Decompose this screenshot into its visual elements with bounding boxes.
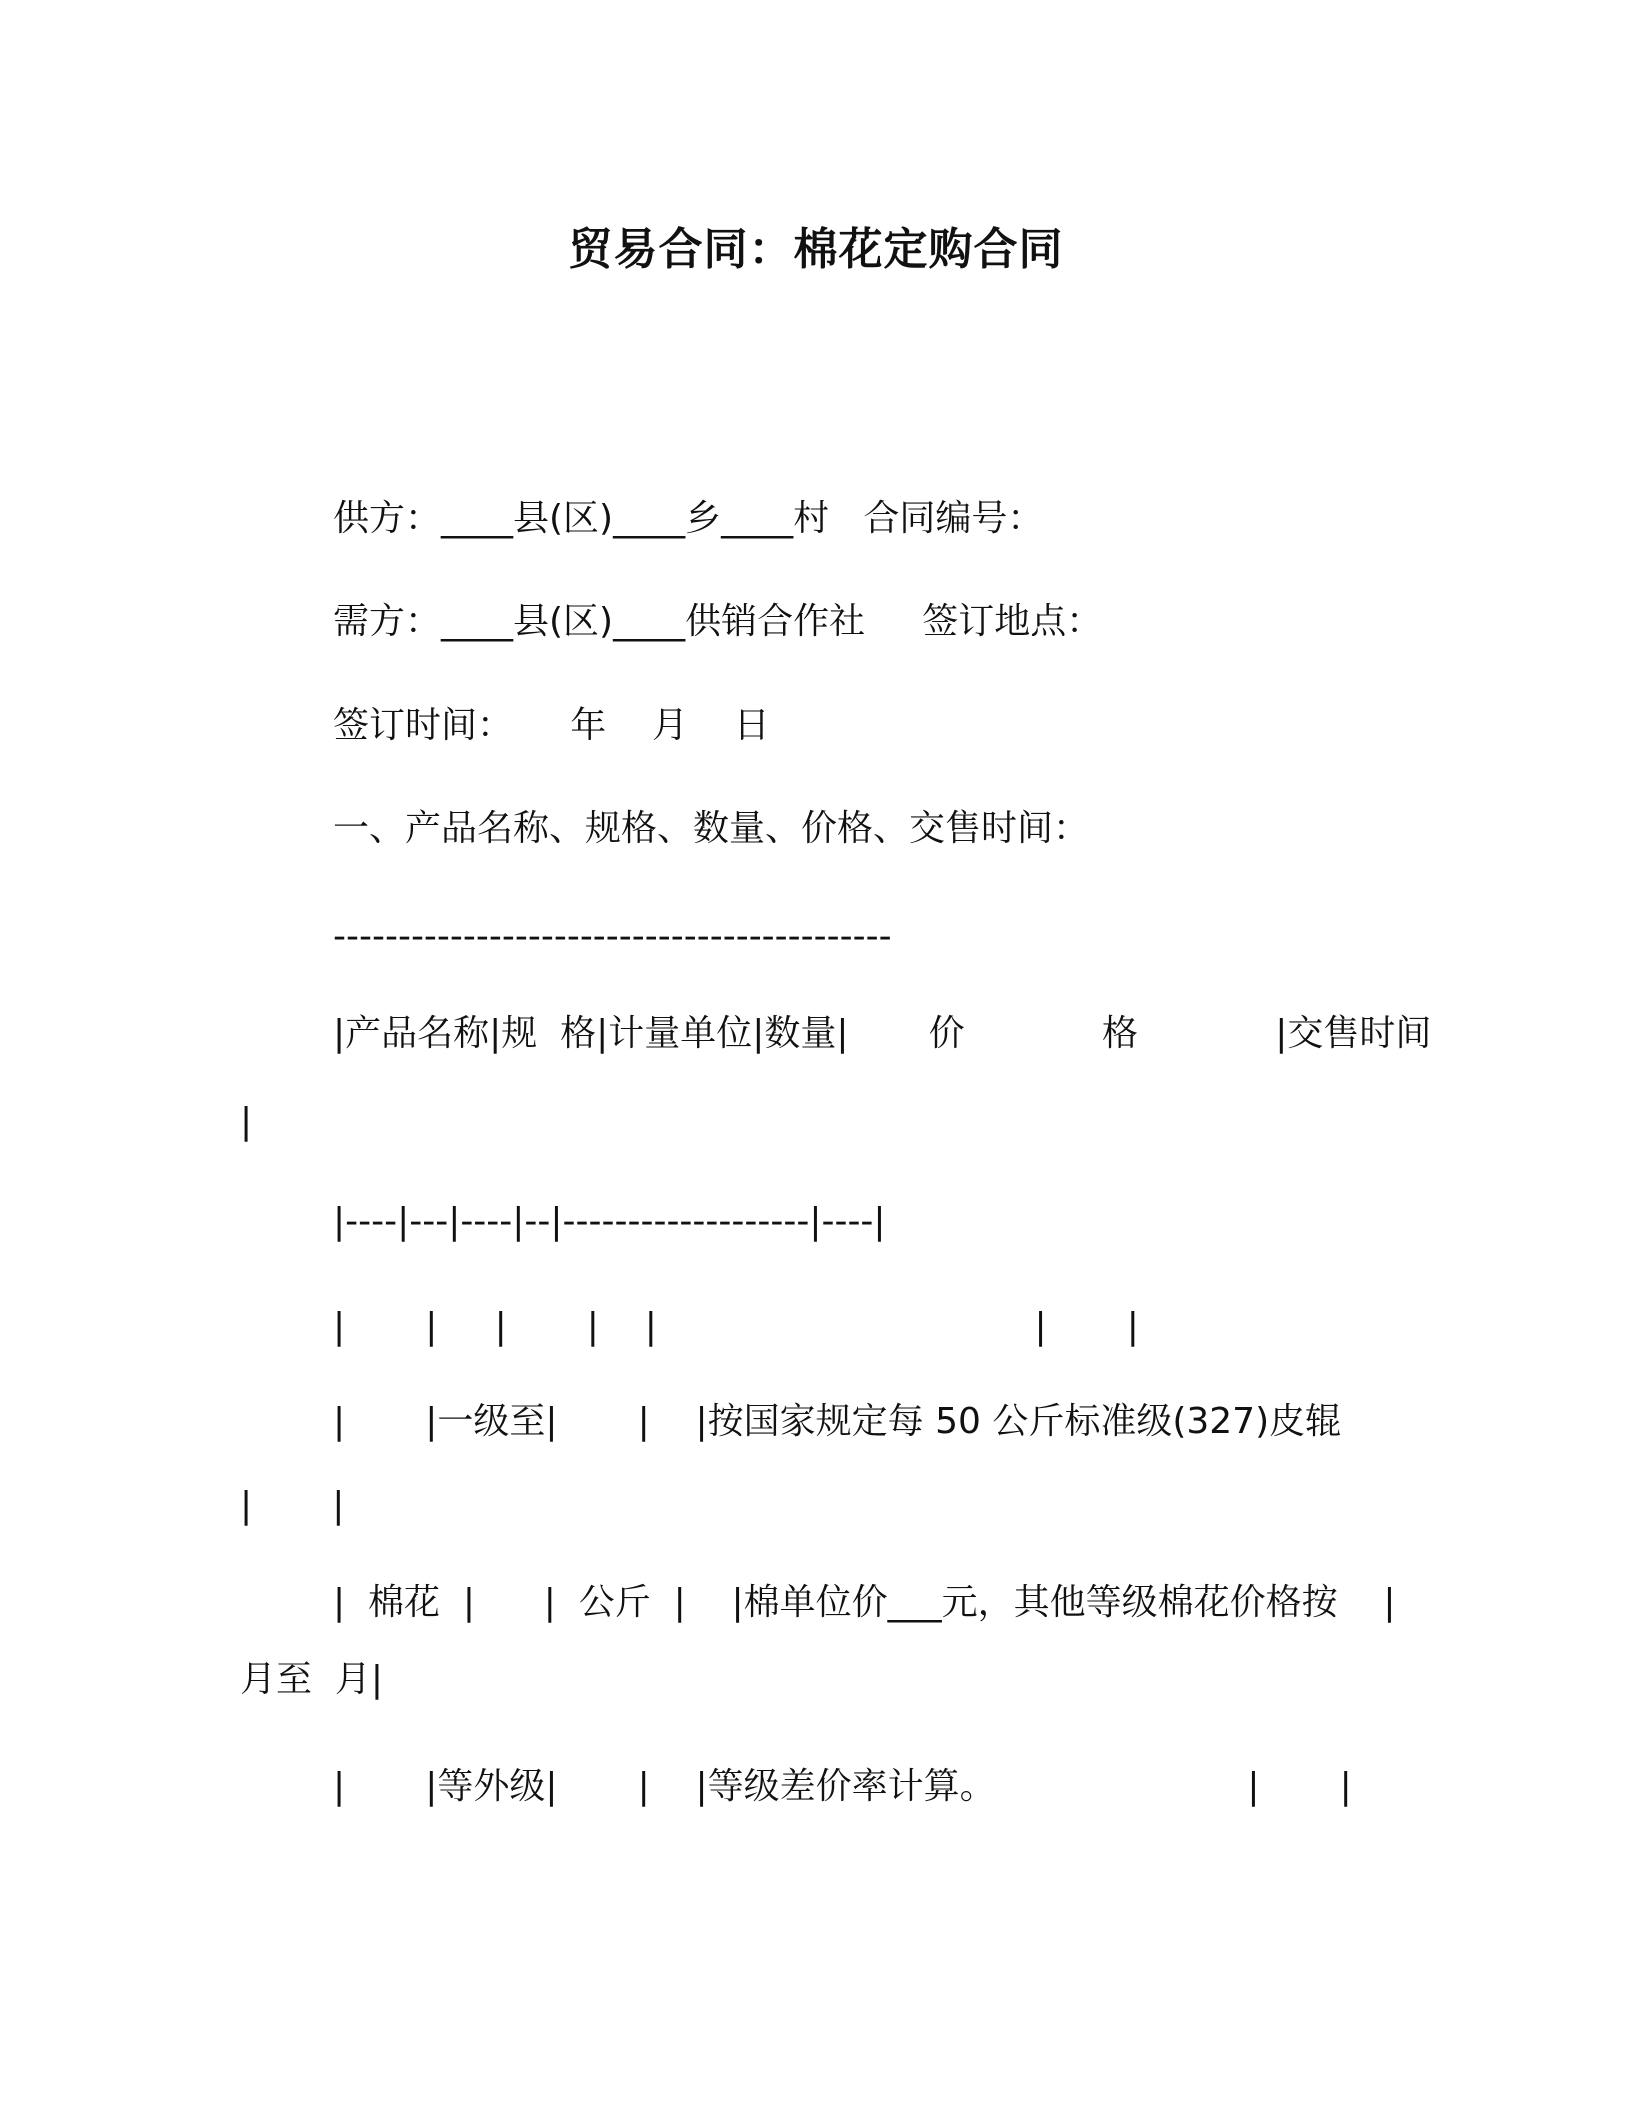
signing-date-line: 签订时间： 年 月 日 [333, 705, 770, 746]
section-heading: 一、产品名称、规格、数量、价格、交售时间： [333, 808, 1090, 849]
table-row-cotton: | 棉花 | | 公斤 | |棉单位价___元，其他等级棉花价格按 | [333, 1582, 1396, 1623]
table-separator-row: |----|---|----|--|-------------------|----| [333, 1201, 886, 1242]
table-empty-row: | | | | | | | [333, 1306, 1139, 1347]
table-header-row-wrap: | [240, 1101, 253, 1142]
table-header-row: |产品名称|规 格|计量单位|数量| 价 格 |交售时间 [333, 1013, 1432, 1054]
table-rule: ------------------------------------------- [333, 916, 892, 957]
table-row-grade-first: | |一级至| | |按国家规定每 50 公斤标准级(327)皮辊 [333, 1401, 1342, 1442]
buyer-line: 需方：____县(区)____供销合作社 签订地点： [333, 601, 1103, 642]
table-row-substandard: | |等外级| | |等级差价率计算。 | | [333, 1766, 1352, 1807]
table-row-grade-first-wrap: | | [240, 1485, 345, 1526]
document-title: 贸易合同：棉花定购合同 [568, 224, 1064, 275]
table-row-cotton-wrap: 月至 月| [240, 1659, 384, 1700]
supplier-line: 供方：____县(区)____乡____村 合同编号： [333, 498, 1044, 539]
